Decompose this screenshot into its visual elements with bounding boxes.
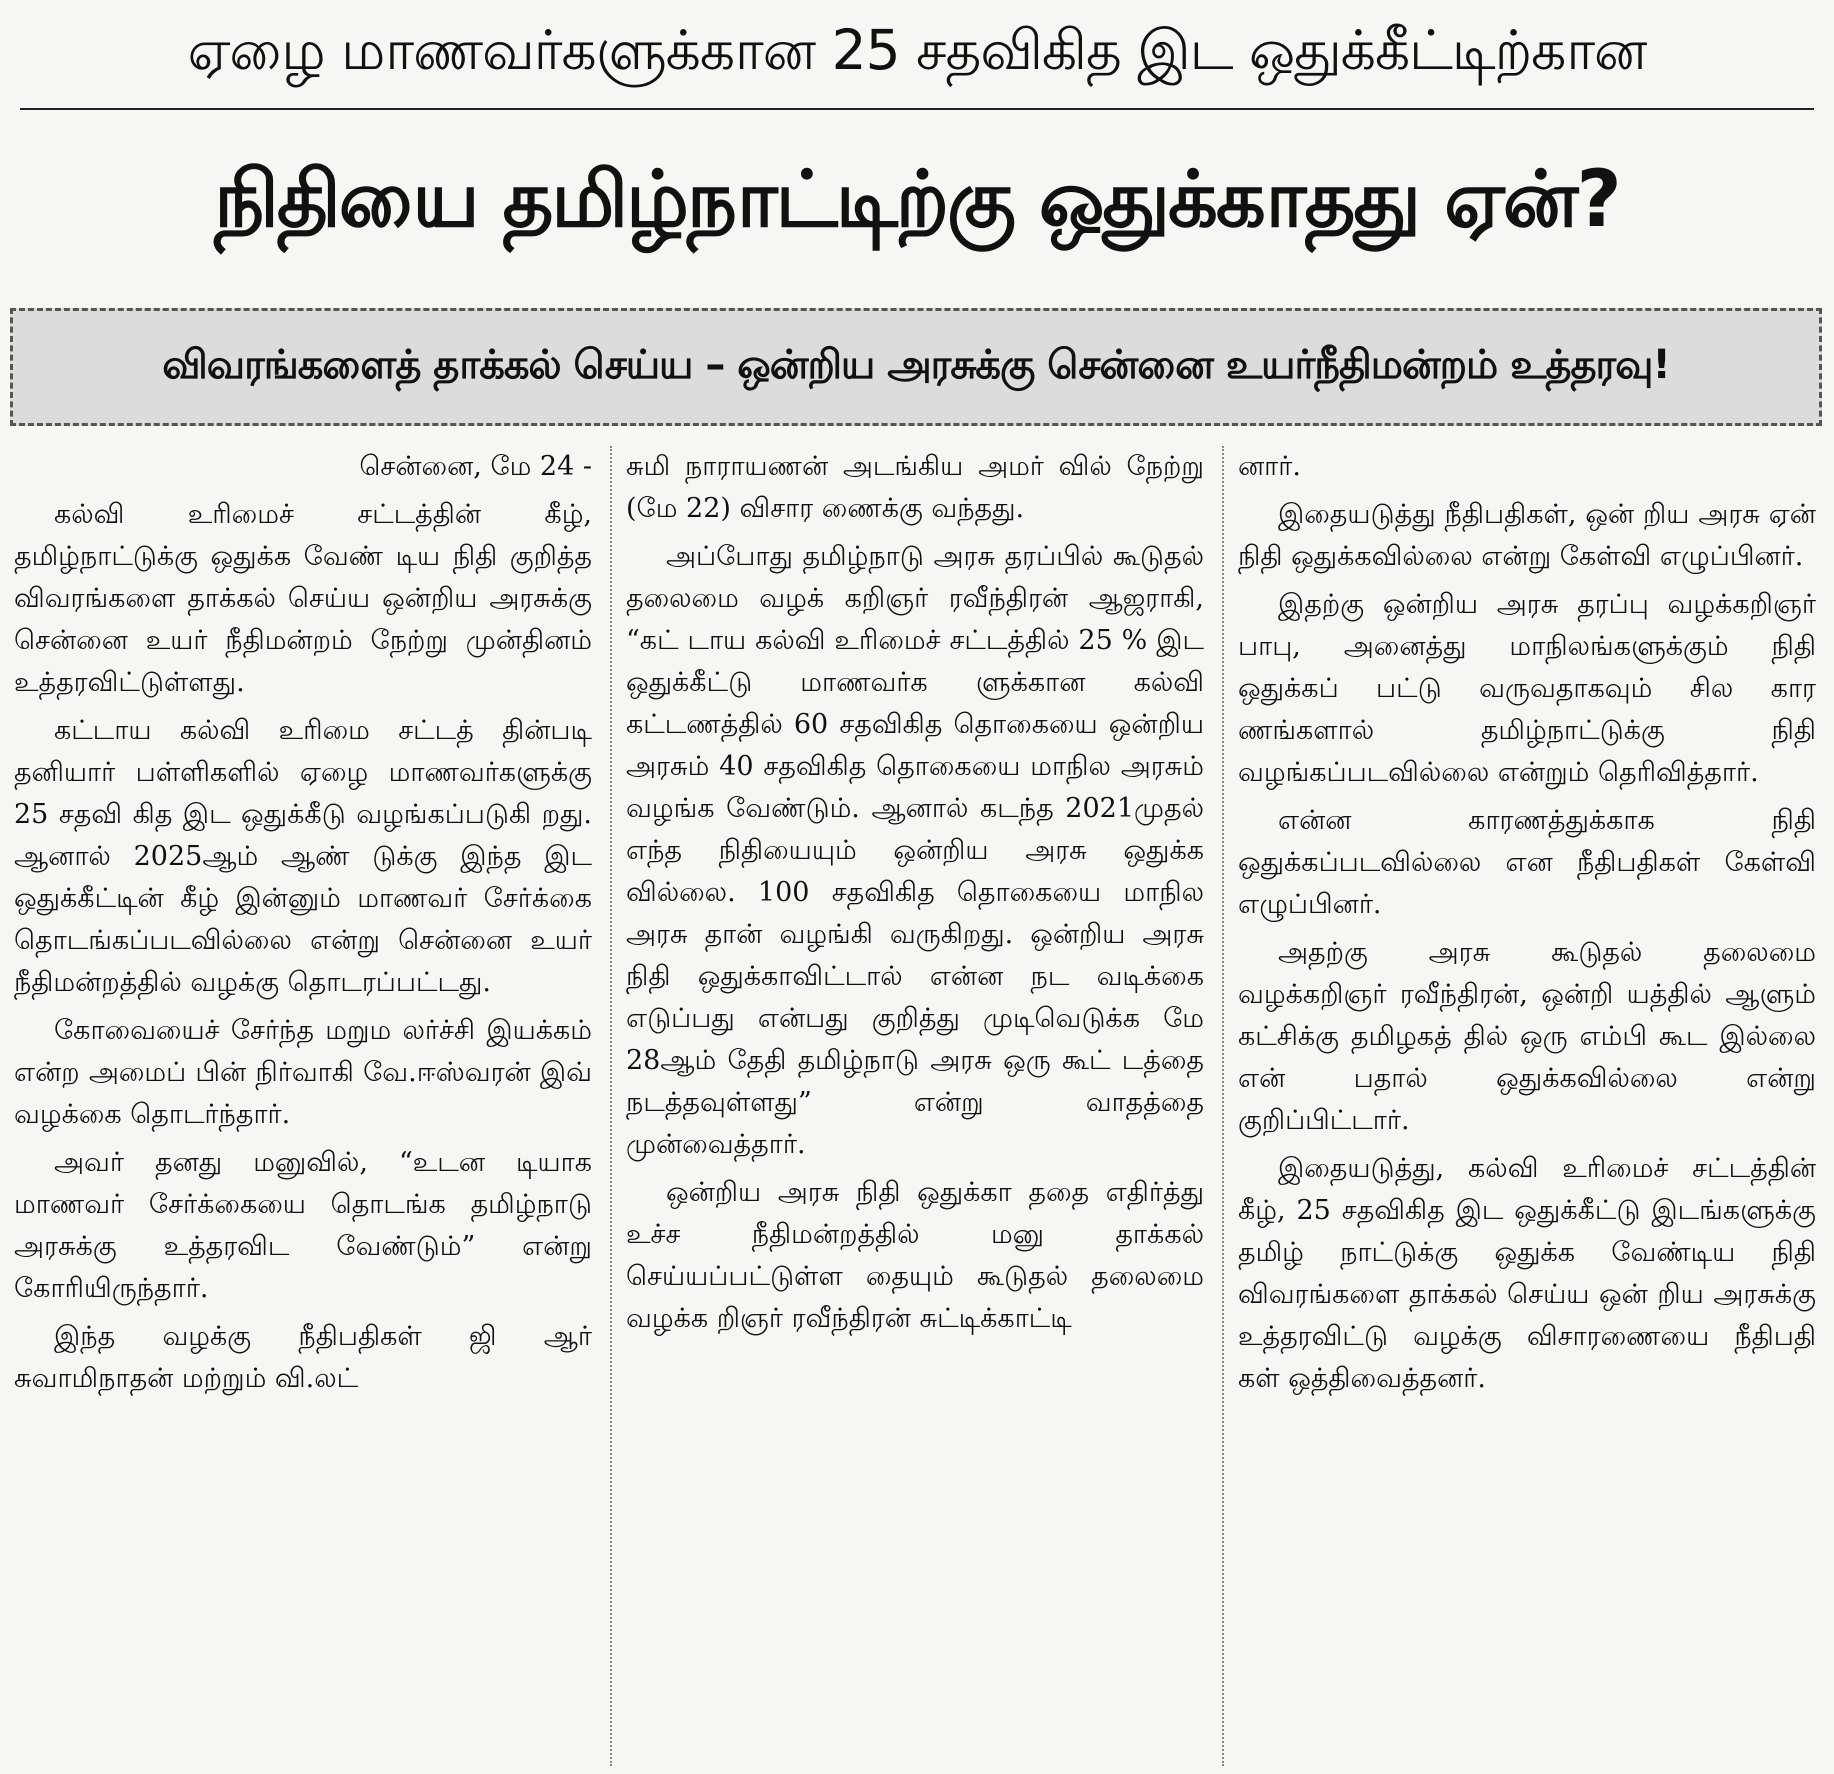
subheadline: விவரங்களைத் தாக்கல் செய்ய – ஒன்றிய அரசுக்கு சென்னை உயர்நீதிமன்றம் உத்தரவு! (162, 341, 1670, 388)
article-body (0, 446, 1834, 1766)
paragraph: இதையடுத்து, கல்வி உரிமைச் சட்டத்தின் கீழ், 25 சதவிகித இட ஒதுக்கீட்டு இடங்களுக்கு தமிழ் நாட்டுக்கு ஒதுக்க வேண்டிய நிதி விவரங்களை தாக்கல் செய்ய ஒன் றிய அரசுக்கு உத்தரவிட்டு வழக்கு விசாரணையை நீதிபதி கள் ஒத்திவைத்தனர். (1238, 1153, 1816, 1394)
column-2 (626, 446, 1204, 1766)
paragraph: அவர் தனது மனுவில், “உடன டியாக மாணவர் சேர்க்கையை தொடங்க தமிழ்நாடு அரசுக்கு உத்தரவிட வேண்டும்” என்று கோரியிருந்தார். (14, 1147, 592, 1304)
paragraph: அதற்கு அரசு கூடுதல் தலைமை வழக்கறிஞர் ரவீந்திரன், ஒன்றி யத்தில் ஆளும் கட்சிக்கு தமிழகத் தில் ஒரு எம்பி கூட இல்லை என் பதால் ஒதுக்கவில்லை என்று குறிப்பிட்டார். (1238, 937, 1816, 1136)
column-3 (1238, 446, 1816, 1766)
paragraph: அப்போது தமிழ்நாடு அரசு தரப்பில் கூடுதல் தலைமை வழக் கறிஞர் ரவீந்திரன் ஆஜராகி, “கட் டாய கல்வி உரிமைச் சட்டத்தில் 25 % இட ஒதுக்கீட்டு மாணவர்க ளுக்கான கல்வி கட்டணத்தில் 60 சதவிகித தொகையை ஒன்றிய அரசும் 40 சதவிகித தொகையை மாநில அரசும் வழங்க வேண்டும். ஆனால் கடந்த 2021முதல் எந்த நிதியையும் ஒன்றிய அரசு ஒதுக்க வில்லை. 100 சதவிகித தொகையை மாநில அரசு தான் வழங்கி வருகிறது. ஒன்றிய அரசு நிதி ஒதுக்காவிட்டால் என்ன நட வடிக்கை எடுப்பது என்பது குறித்து முடிவெடுக்க மே 28ஆம் தேதி தமிழ்நாடு அரசு ஒரு கூட் டத்தை நடத்தவுள்ளது” என்று வாதத்தை முன்வைத்தார். (626, 541, 1204, 1160)
kicker-rule (20, 108, 1814, 110)
paragraph: இதற்கு ஒன்றிய அரசு தரப்பு வழக்கறிஞர் பாபு, அனைத்து மாநிலங்களுக்கும் நிதி ஒதுக்கப் பட்டு வருவதாகவும் சில கார ணங்களால் தமிழ்நாட்டுக்கு நிதி வழங்கப்படவில்லை என்றும் தெரிவித்தார். (1238, 589, 1816, 788)
column-1 (14, 446, 592, 1766)
paragraph: இந்த வழக்கு நீதிபதிகள் ஜி ஆர் சுவாமிநாதன் மற்றும் வி.லட் (14, 1321, 592, 1394)
main-headline: நிதியை தமிழ்நாட்டிற்கு ஒதுக்காதது ஏன்? (214, 155, 1620, 245)
subheadline-box (10, 308, 1822, 426)
paragraph: இதையடுத்து நீதிபதிகள், ஒன் றிய அரசு ஏன் நிதி ஒதுக்கவில்லை என்று கேள்வி எழுப்பினர். (1238, 499, 1816, 572)
column-divider (1222, 446, 1225, 1766)
paragraph: கட்டாய கல்வி உரிமை சட்டத் தின்படி தனியார் பள்ளிகளில் ஏழை மாணவர்களுக்கு 25 சதவி கித இட ஒதுக்கீடு வழங்கப்படுகி றது. ஆனால் 2025ஆம் ஆண் டுக்கு இந்த இட ஒதுக்கீட்டின் கீழ் இன்னும் மாணவர் சேர்க்கை தொடங்கப்படவில்லை என்று சென்னை உயர் நீதிமன்றத்தில் வழக்கு தொடரப்பட்டது. (14, 715, 592, 998)
paragraph: னார். (1238, 451, 1301, 482)
dateline: சென்னை, மே 24 - (359, 451, 592, 482)
paragraph: சுமி நாராயணன் அடங்கிய அமர் வில் நேற்று (மே 22) விசார ணைக்கு வந்தது. (626, 451, 1204, 524)
paragraph: கல்வி உரிமைச் சட்டத்தின் கீழ், தமிழ்நாட்டுக்கு ஒதுக்க வேண் டிய நிதி குறித்த விவரங்களை தாக்கல் செய்ய ஒன்றிய அரசுக்கு சென்னை உயர் நீதிமன்றம் நேற்று முன்தினம் உத்தரவிட்டுள்ளது. (14, 499, 592, 698)
paragraph: ஒன்றிய அரசு நிதி ஒதுக்கா ததை எதிர்த்து உச்ச நீதிமன்றத்தில் மனு தாக்கல் செய்யப்பட்டுள்ள தையும் கூடுதல் தலைமை வழக்க றிஞர் ரவீந்திரன் சுட்டிக்காட்டி (626, 1177, 1204, 1334)
kicker-headline: ஏழை மாணவர்களுக்கான 25 சதவிகித இட ஒதுக்கீட்டிற்கான (187, 18, 1647, 82)
paragraph: என்ன காரணத்துக்காக நிதி ஒதுக்கப்படவில்லை என நீதிபதிகள் கேள்வி எழுப்பினர். (1238, 805, 1816, 920)
column-divider (610, 446, 613, 1766)
paragraph: கோவையைச் சேர்ந்த மறும லர்ச்சி இயக்கம் என்ற அமைப் பின் நிர்வாகி வே.ஈஸ்வரன் இவ் வழக்கை தொடர்ந்தார். (14, 1015, 592, 1130)
